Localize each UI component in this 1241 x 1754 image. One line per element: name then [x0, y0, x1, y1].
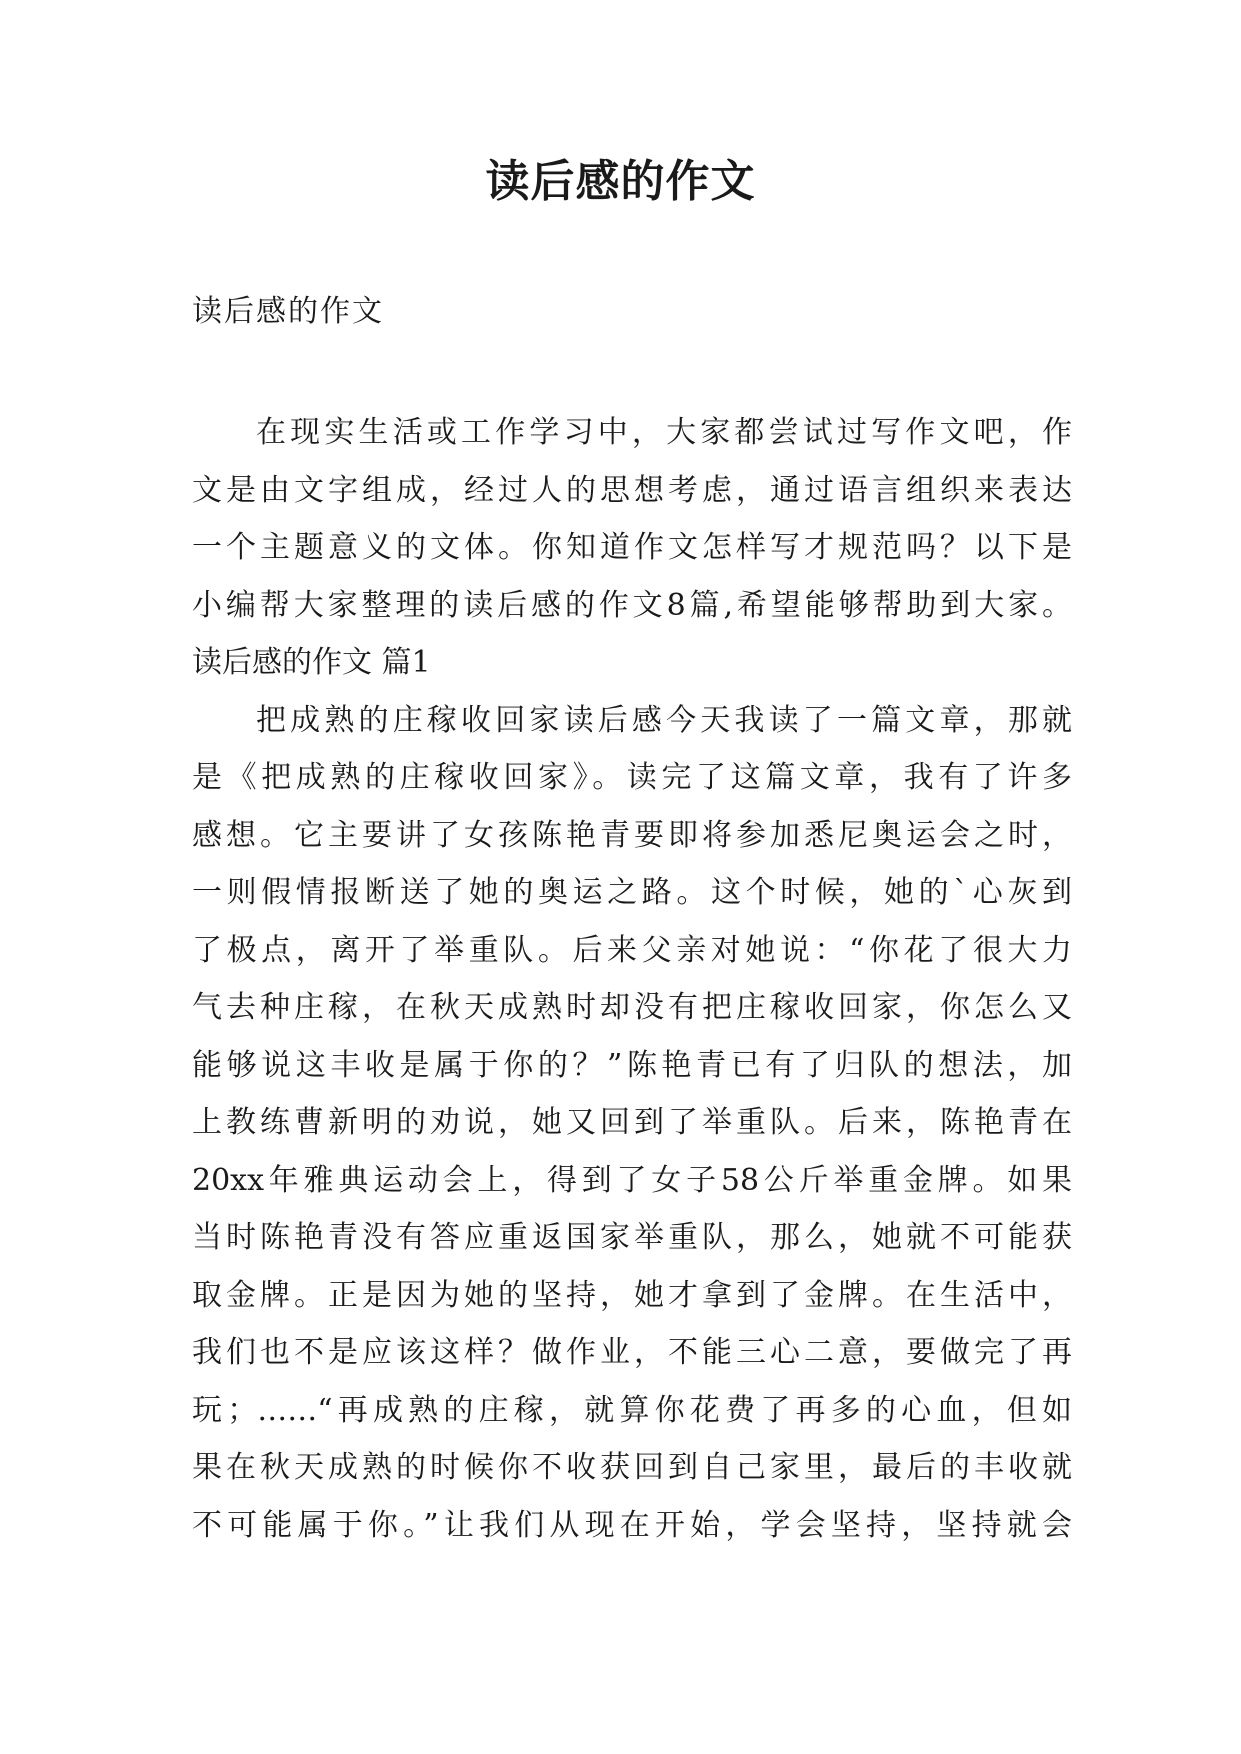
body-line: 取金牌。正是因为她的坚持，她才拿到了金牌。在生活中， — [192, 1277, 1072, 1313]
body-line: 一个主题意义的文体。你知道作文怎样写才规范吗？以下是 — [192, 530, 1072, 565]
body-line: 当时陈艳青没有答应重返国家举重队，那么，她就不可能获 — [192, 1220, 1072, 1255]
body-line: 把成熟的庄稼收回家读后感今天我读了一篇文章，那就 — [256, 702, 1072, 738]
body-line: 不可能属于你。”让我们从现在开始，学会坚持，坚持就会 — [192, 1507, 1072, 1543]
body-line: 感想。它主要讲了女孩陈艳青要即将参加悉尼奥运会之时， — [192, 817, 1072, 853]
body-line: 了极点，离开了举重队。后来父亲对她说：“你花了很大力 — [192, 932, 1072, 968]
body-line: 气去种庄稼，在秋天成熟时却没有把庄稼收回家，你怎么又 — [192, 990, 1072, 1025]
body-line: 果在秋天成熟的时候你不收获回到自己家里，最后的丰收就 — [192, 1450, 1072, 1485]
body-line: 小编帮大家整理的读后感的作文8篇,希望能够帮助到大家。 — [192, 587, 1072, 623]
body-line: 20xx年雅典运动会上，得到了女子58公斤举重金牌。如果 — [192, 1162, 1072, 1198]
body-line: 我们也不是应该这样？做作业，不能三心二意，要做完了再 — [192, 1335, 1072, 1370]
body-line: 能够说这丰收是属于你的？”陈艳青已有了归队的想法，加 — [192, 1047, 1072, 1083]
document-subtitle: 读后感的作文 — [192, 294, 384, 329]
body-line: 一则假情报断送了她的奥运之路。这个时候，她的`心灰到 — [192, 875, 1072, 910]
document-title: 读后感的作文 — [485, 156, 756, 207]
body-line: 是《把成熟的庄稼收回家》。读完了这篇文章，我有了许多 — [192, 760, 1072, 795]
body-line: 在现实生活或工作学习中，大家都尝试过写作文吧，作 — [256, 415, 1072, 450]
section-heading: 读后感的作文 篇1 — [192, 645, 431, 680]
body-line: 上教练曹新明的劝说，她又回到了举重队。后来，陈艳青在 — [192, 1105, 1072, 1140]
body-line: 文是由文字组成，经过人的思想考虑，通过语言组织来表达 — [192, 472, 1072, 508]
document-body — [192, 404, 1072, 1554]
body-line: 玩；……“再成熟的庄稼，就算你花费了再多的心血，但如 — [192, 1392, 1072, 1428]
